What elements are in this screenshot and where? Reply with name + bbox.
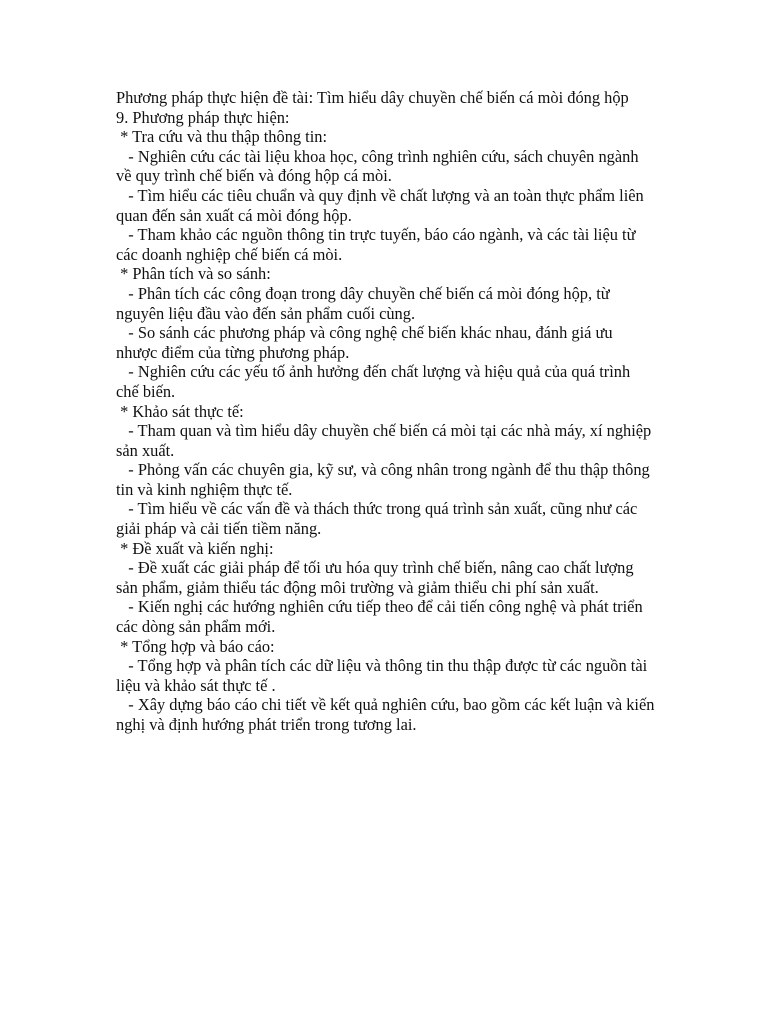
subsection-heading: * Khảo sát thực tế:	[116, 401, 244, 421]
subsection-heading: * Tổng hợp và báo cáo:	[116, 636, 275, 656]
list-item: - Tìm hiểu về các vấn đề và thách thức trong quá trình sản xuất, cũng như các giải pháp và cải tiến tiềm năng.	[116, 499, 642, 539]
list-item: - So sánh các phương pháp và công nghệ chế biến khác nhau, đánh giá ưu nhược điểm của từng phương pháp.	[116, 323, 617, 362]
section-analysis-and-comparison	[116, 264, 656, 401]
list-item: - Tìm hiểu các tiêu chuẩn và quy định về chất lượng và an toàn thực phẩm liên quan đến sản xuất cá mòi đóng hộp.	[116, 185, 648, 225]
list-item: - Tổng hợp và phân tích các dữ liệu và thông tin thu thập được từ các nguồn tài liệu và khảo sát thực tế .	[116, 656, 652, 695]
section-search-and-collect	[116, 127, 656, 264]
document-page	[116, 88, 659, 735]
section-proposals	[116, 539, 656, 637]
list-item: - Phỏng vấn các chuyên gia, kỹ sư, và công nhân trong ngành để thu thập thông tin và kinh nghiệm thực tế.	[116, 460, 654, 499]
document-title: Phương pháp thực hiện đề tài: Tìm hiểu dây chuyền chế biến cá mòi đóng hộp	[116, 88, 629, 107]
list-item: - Nghiên cứu các tài liệu khoa học, công trình nghiên cứu, sách chuyên ngành về quy trình chế biến và đóng hộp cá mòi.	[116, 146, 643, 186]
section-field-survey	[116, 402, 656, 539]
section-heading: 9. Phương pháp thực hiện:	[116, 107, 290, 127]
list-item: - Phân tích các công đoạn trong dây chuyền chế biến cá mòi đóng hộp, từ nguyên liệu đầu vào đến sản phẩm cuối cùng.	[116, 283, 614, 323]
list-item: - Đề xuất các giải pháp để tối ưu hóa quy trình chế biến, nâng cao chất lượng sản phẩm, giảm thiểu tác động môi trường và giảm thiểu chi phí sản xuất.	[116, 558, 638, 597]
subsection-heading: * Phân tích và so sánh:	[116, 264, 271, 284]
subsection-heading: * Tra cứu và thu thập thông tin:	[116, 127, 328, 147]
list-item: - Kiến nghị các hướng nghiên cứu tiếp theo để cải tiến công nghệ và phát triển các dòng sản phẩm mới.	[116, 597, 647, 637]
list-item: - Tham quan và tìm hiểu dây chuyền chế biến cá mòi tại các nhà máy, xí nghiệp sản xuất.	[116, 421, 656, 460]
section-summary-report	[116, 636, 659, 735]
list-item: - Tham khảo các nguồn thông tin trực tuyến, báo cáo ngành, và các tài liệu từ các doanh nghiệp chế biến cá mòi.	[116, 225, 640, 264]
subsection-heading: * Đề xuất và kiến nghị:	[116, 538, 274, 558]
list-item: - Xây dựng báo cáo chi tiết về kết quả nghiên cứu, bao gồm các kết luận và kiến nghị và định hướng phát triển trong tương lai.	[116, 695, 659, 734]
list-item: - Nghiên cứu các yếu tố ảnh hưởng đến chất lượng và hiệu quả của quá trình chế biến.	[116, 362, 635, 401]
